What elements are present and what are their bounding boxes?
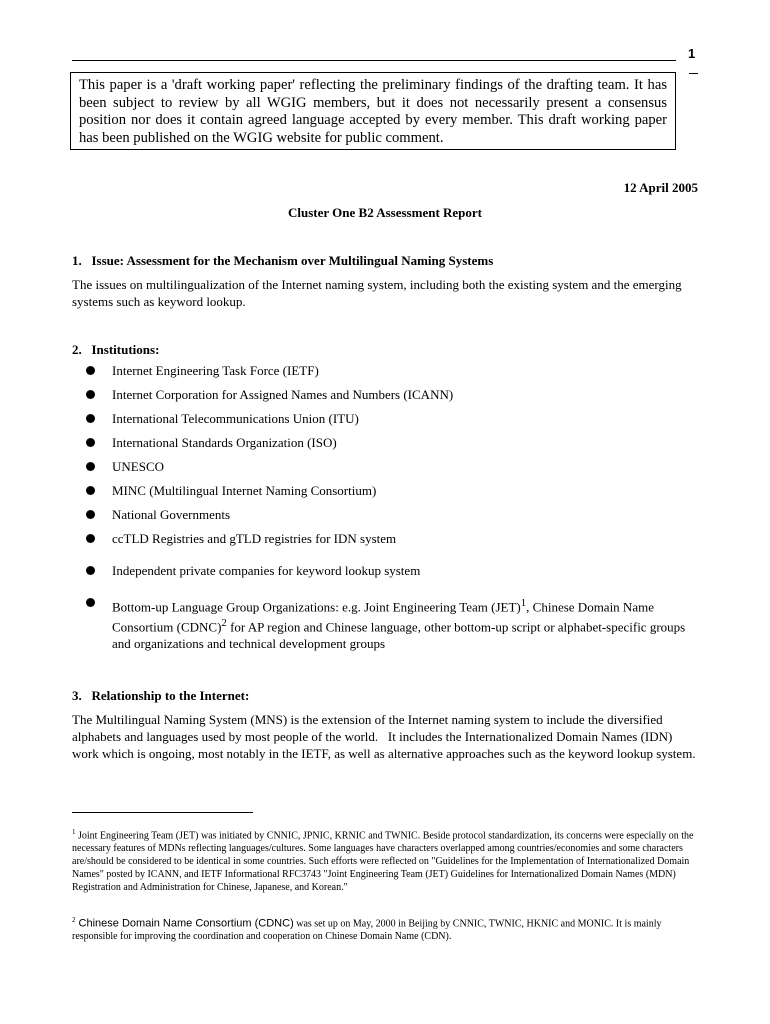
section-institutions-heading: 2. Institutions:: [72, 342, 160, 357]
list-item: [84, 459, 704, 475]
footnote-ref-2: 2: [221, 617, 227, 630]
list-item-text: International Standards Organization (ISO): [112, 435, 337, 450]
section-issue-text: The issues on multilingualization of the Internet naming system, including both the existing system and the emerging systems such as keyword lookup.: [72, 277, 682, 309]
footnote-text: Joint Engineering Team (JET) was initiated by CNNIC, JPNIC, KRNIC and TWNIC. Beside protocol standardization, its concerns were especially on the necessary features of MDNs reflecting languages/cultures. Some languages have characters overlapped among countries/economies and some characters are/should be considered to be identical in some countries. Such efforts were reflected on "Guidelines for the Implementation of Internationalized Domain Names" posted by ICANN, and IETF Informational RFC3743 "Joint Engineering Team (JET) Guidelines for Internationalized Domain Names (MDN) Registration and Administration for Chinese, Japanese, and Korean.": [72, 830, 694, 894]
list-item-text: Independent private companies for keyword lookup system: [112, 563, 421, 578]
bullet-icon: [86, 486, 95, 495]
list-item: [84, 387, 704, 403]
section-relationship-heading: 3. Relationship to the Internet:: [72, 688, 250, 703]
bullet-icon: [86, 534, 95, 543]
report-title: Cluster One B2 Assessment Report: [287, 205, 483, 220]
list-item-text: Internet Corporation for Assigned Names and Numbers (ICANN): [112, 387, 454, 402]
footnote-2: [72, 914, 702, 943]
bullet-icon: [86, 566, 95, 575]
list-item: [84, 507, 704, 523]
footnote-mark: 1: [72, 828, 76, 836]
bullet-icon: [86, 462, 95, 471]
footnote-1: [72, 826, 702, 894]
bullet-icon: [86, 366, 95, 375]
list-item-text-part: Bottom-up Language Group Organizations: e.g. Joint Engineering Team (JET): [112, 599, 521, 615]
list-item-text-part: , Chinese Domain Name Consortium (CDNC): [112, 599, 654, 635]
bullet-icon: [86, 510, 95, 519]
list-item-text: ccTLD Registries and gTLD registries for IDN system: [112, 531, 397, 546]
institutions-list: [84, 363, 704, 652]
list-item: [84, 531, 704, 547]
page-number: 1: [688, 46, 696, 61]
draft-notice-box: This paper is a 'draft working paper' reflecting the preliminary findings of the drafting team. It has been subject to review by all WGIG members, but it does not necessarily present a consensus position nor does it contain agreed language accepted by every member. This draft working paper has been published on the WGIG website for public comment.: [70, 72, 676, 150]
list-item: [84, 363, 704, 379]
list-item: [84, 483, 704, 499]
section-issue-heading: 1. Issue: Assessment for the Mechanism over Multilingual Naming Systems: [72, 253, 494, 268]
list-item: [84, 563, 704, 579]
list-item-text: Internet Engineering Task Force (IETF): [112, 363, 319, 378]
bullet-icon: [86, 438, 95, 447]
section-relationship-text: The Multilingual Naming System (MNS) is the extension of the Internet naming system to include the diversified alphabets and languages used by most people of the world. It includes the Internationalized Domain Names (IDN) work which is ongoing, most notably in the IETF, as well as alternative approaches such as the keyword lookup system.: [72, 712, 696, 761]
footnote-text: was set up on May, 2000 in Beijing by CNNIC, TWNIC, HKNIC and MONIC. It is mainly responsible for improving the coordination and cooperation on Chinese Domain Name (CDN).: [72, 918, 662, 943]
list-item-text-part: for AP region and Chinese language, other bottom-up script or alphabet-specific groups and organizations and technical development groups: [112, 619, 686, 651]
report-date: 12 April 2005: [623, 180, 698, 195]
bullet-icon: [86, 390, 95, 399]
list-item-text: International Telecommunications Union (ITU): [112, 411, 359, 426]
bullet-icon: [86, 598, 95, 607]
list-item: [84, 595, 704, 652]
list-item: [84, 411, 704, 427]
list-item-text: MINC (Multilingual Internet Naming Consortium): [112, 483, 377, 498]
bullet-icon: [86, 414, 95, 423]
footnote-divider: [72, 812, 253, 813]
header-tick: [689, 73, 698, 74]
list-item-text: National Governments: [112, 507, 231, 522]
footnote-lead: Chinese Domain Name Consortium (CDNC): [75, 917, 294, 930]
footnote-ref-1: 1: [520, 597, 527, 609]
list-item: [84, 435, 704, 451]
list-item-text: UNESCO: [112, 459, 165, 474]
header-rule: [72, 60, 676, 61]
footnote-mark: 2: [72, 916, 76, 924]
